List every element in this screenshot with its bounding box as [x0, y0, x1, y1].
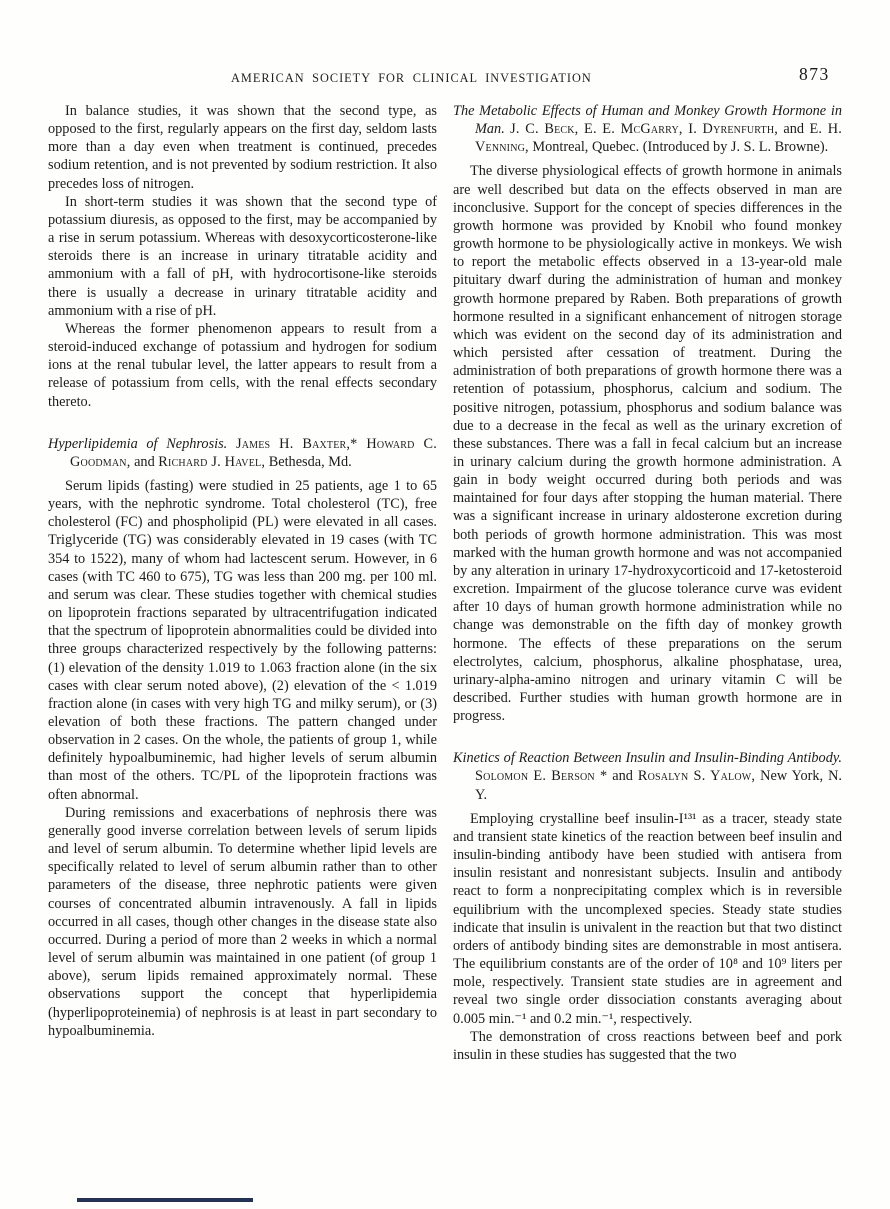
abstract-heading-insulin-kinetics: [453, 749, 842, 803]
abstract-paragraph: Serum lipids (fasting) were studied in 25 patients, age 1 to 65 years, with the nephrotic syndrome. Total cholesterol (TC), free cholesterol (FC) and phospholipid (PL) were elevated in all cases. Triglyceride (TG) was considerably elevated in 19 cases (with TC 354 to 1522), many of whom had lactescent serum. However, in 6 cases (with TC 460 to 675), TG was less than 200 mg. per 100 ml. and serum was clear. These studies together with chemical studies on lipoprotein fractions separated by ultracentrifugation indicated that the spectrum of lipoprotein abnormalities could be divided into three groups characterized respectively by the following patterns: (1) elevation of the density 1.019 to 1.063 fraction alone (in the six cases with clear serum noted above), (2) elevation of the < 1.019 fraction alone (in cases with very high TG and milky serum), or (3) elevation of both these fractions. The pattern changed under observation in 2 cases. On the whole, the patients of group 1, while definitely hypoalbuminemic, had higher levels of serum albumin than most of the others. TC/PL of the lipoprotein fractions was often abnormal.: [48, 477, 437, 803]
abstract-title: The Metabolic Effects of Human and Monkey Growth Hormone in Man.: [453, 103, 842, 138]
abstract-paragraph: The demonstration of cross reactions between beef and pork insulin in these studies has suggested that the two: [453, 1028, 842, 1063]
abstract-authors: Solomon E. Berson *: [475, 768, 608, 785]
abstract-heading-growth-hormone: [453, 102, 842, 156]
abstract-authors: Rosalyn S. Yalow,: [637, 768, 756, 785]
continuation-paragraph: Whereas the former phenomenon appears to result from a steroid-induced exchange of potassium and hydrogen for sodium ions at the renal tubular level, the latter appears to result from a release of potassium from cells, with the renal effects secondary thereto.: [48, 320, 437, 410]
abstract-location: Bethesda, Md.: [265, 453, 352, 470]
scan-artifact-line: [77, 1198, 253, 1202]
continuation-paragraph: In short-term studies it was shown that the second type of potassium diuresis, as opposed to the first, may be accompanied by a rise in serum potassium. Whereas with desoxycorticosterone-like steroids there is an increase in urinary titratable acidity and ammonium with a fall of pH, with hydrocortisone-like steroids there is usually a decrease in urinary titratable acidity and ammonium with a rise of pH.: [48, 193, 437, 319]
abstract-authors: James H. Baxter,* Howard C. Goodman,: [70, 435, 437, 470]
authors-conjunction: and: [607, 768, 638, 785]
page-number: 873: [799, 64, 830, 84]
abstract-location: New York, N. Y.: [475, 768, 842, 803]
abstract-authors: E. H. Venning,: [475, 121, 843, 156]
abstract-paragraph: The diverse physiological effects of growth hormone in animals are well described but data on the effects observed in man are inconclusive. Support for the concept of species differences in the growth hormone was provided by Knobil who found monkey growth hormone to be physiologically active in monkeys. We wish to report the metabolic effects observed in a 13-year-old male pituitary dwarf during the administration of human and monkey growth hormone prepared by Raben. Both preparations of growth hormone resulted in a significant enhancement of nitrogen storage which was evident on the second day of its administration and which persisted after cessation of treatment. During the administration of both preparations of growth hormone there was a retention of potassium, phosphorus, calcium and sodium. The positive nitrogen, potassium, phosphorus and sodium balance was due to a decrease in the fecal as well as the urinary excretion of these substances. There was a fall in fecal calcium but an increase in urinary calcium during the growth hormone administration. A gain in body weight occurred during both periods and was maintained for four days after stopping the human material. There was a significant increase in urinary aldosterone excretion during both periods of growth hormone administration. This was most marked with the human growth hormone and was not accompanied by any alteration in urinary 17-hydroxycorticoid and 17-ketosteroid excretion. Impairment of the glucose tolerance curve was evident after 10 days of human growth hormone administration while no change was demonstrable on the fifth day of monkey growth hormone. The effects of these preparations on the serum electrolytes, calcium, phosphorus, alkaline phosphatase, urea, urinary-alpha-amino nitrogen and urinary vitamin C will be described. Further studies with human growth hormone are in progress.: [453, 163, 842, 725]
left-column: [48, 102, 437, 1064]
continuation-paragraph: In balance studies, it was shown that the second type, as opposed to the first, regularly appears on the first day, seldom lasts more than a day even when treatment is continued, precedes sodium retention, and is not prevented by sodium restriction. It also precedes loss of nitrogen.: [48, 103, 437, 192]
abstract-authors: J. C. Beck, E. E. McGarry, I. Dyrenfurth,: [510, 121, 779, 138]
abstract-location: Montreal, Quebec.: [528, 139, 640, 156]
abstract-paragraph: Employing crystalline beef insulin-I¹³¹ as a tracer, steady state and transient state kinetics of the reaction between beef insulin and insulin-binding antibody have been studied with antisera from insulin resistant and nonresistant subjects. Insulin and antibody react to form a nonprecipitating complex which is in reversible equilibrium with the uncomplexed species. Steady state studies indicate that insulin is univalent in the reaction but that two distinct orders of antibody binding sites are demonstrable in most antisera. The equilibrium constants are of the order of 10⁸ and 10⁹ liters per mole, respectively. Transient state studies are in agreement and reveal two single order dissociation constants averaging about 0.005 min.⁻¹ and 0.2 min.⁻¹, respectively.: [453, 810, 842, 1027]
right-column: [453, 102, 842, 1064]
abstract-introduction-note: (Introduced by J. S. L. Browne).: [639, 139, 829, 156]
running-head: AMERICAN SOCIETY FOR CLINICAL INVESTIGATION: [231, 71, 592, 85]
abstract-authors: Richard J. Havel,: [158, 453, 266, 470]
text-columns: [48, 102, 842, 1064]
abstract-heading-hyperlipidemia: [48, 435, 437, 471]
authors-conjunction: and: [778, 121, 810, 138]
abstract-title: Hyperlipidemia of Nephrosis.: [48, 435, 228, 452]
abstract-paragraph: During remissions and exacerbations of nephrosis there was generally good inverse correlation between levels of serum lipids and level of serum albumin. To determine whether lipid levels are specifically related to level of serum albumin rather than to other parameters of the disease, three nephrotic patients were given courses of concentrated albumin intravenously. A fall in lipids occurred in all cases, though other changes in the disease state also occurred. During a period of more than 2 weeks in which a normal level of serum albumin was maintained in one patient (of group 1 above), serum lipids remained approximately normal. These observations support the concept that hyperlipidemia (hyperlipoproteinemia) of nephrosis is at least in part secondary to hypoalbuminemia.: [48, 804, 437, 1039]
authors-conjunction: and: [130, 453, 159, 470]
abstract-title: Kinetics of Reaction Between Insulin and Insulin-Binding Antibody.: [453, 750, 842, 767]
